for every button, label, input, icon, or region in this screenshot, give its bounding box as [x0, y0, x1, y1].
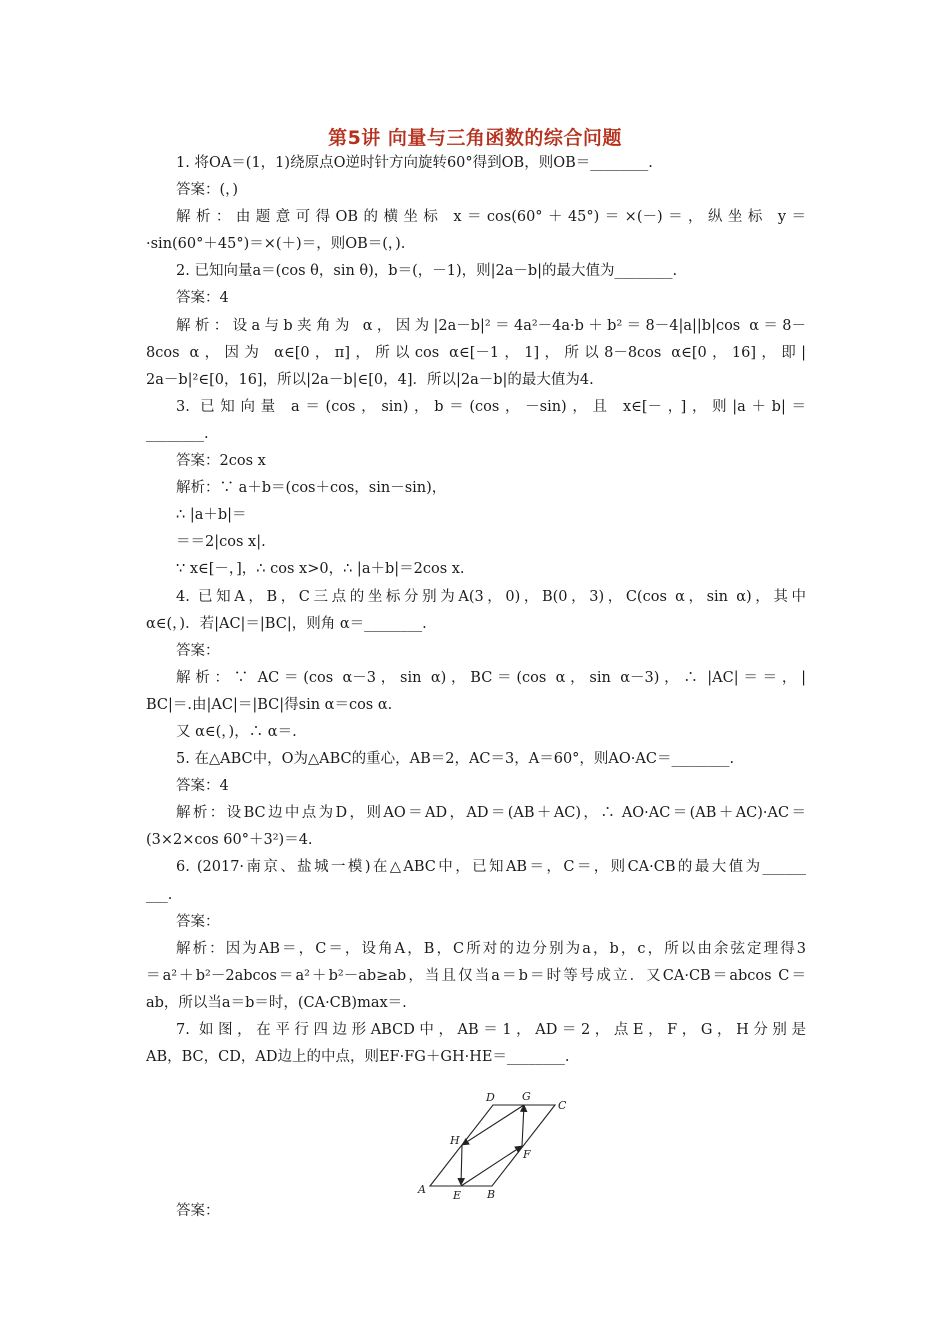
problem-3-solution-cont: ∵ x∈[－，]，∴ cos x>0，∴ |a＋b|＝2cos x. — [176, 561, 465, 578]
parallelogram-figure — [410, 1088, 575, 1206]
problem-1-statement: 1. 将OA＝(1，1)绕原点O逆时针方向旋转60°得到OB，则OB＝________. — [176, 155, 653, 171]
problem-3-statement-cont: ________. — [146, 425, 209, 442]
label-g: G — [522, 1090, 531, 1103]
problem-6-solution-cont: ＝a²＋b²－2abcos＝a²＋b²－ab≥ab，当且仅当a＝b＝时等号成立．又CA·CB＝abcos C＝ — [146, 967, 806, 984]
problem-3-statement: 3. 已知向量 a＝(cos，sin)，b＝(cos，－sin)，且 x∈[－，]，则|a＋b|＝ — [176, 398, 806, 415]
problem-7-statement-cont: AB，BC，CD，AD边上的中点，则EF·FG＋GH·HE＝________. — [146, 1049, 570, 1066]
vector-ef — [461, 1146, 522, 1186]
final-answer-block — [146, 1198, 806, 1225]
problem-4-answer: 答案： — [176, 642, 220, 659]
problem-2-solution-cont: 2a－b|²∈[0，16]，所以|2a－b|∈[0，4]．所以|2a－b|的最大值为4. — [146, 371, 594, 388]
problem-3-solution-cont: ∴ |a＋b|＝ — [176, 507, 247, 524]
problem-3-solution-cont: ＝＝2|cos x|. — [176, 534, 266, 551]
problem-1-solution-cont: ·sin(60°＋45°)＝×(＋)＝，则OB＝(，). — [146, 236, 406, 253]
label-f: F — [523, 1148, 531, 1161]
label-b: B — [487, 1188, 496, 1201]
problem-7-answer: 答案： — [176, 1203, 220, 1219]
problem-6-answer: 答案： — [176, 913, 220, 930]
problem-2-statement: 2. 已知向量a＝(cos θ，sin θ)，b＝(，－1)，则|2a－b|的最大值为________. — [176, 263, 678, 280]
label-d: D — [486, 1091, 495, 1104]
problem-3-solution: 解析：∵ a＋b＝(cos＋cos，sin－sin)， — [176, 480, 447, 497]
vector-fg — [522, 1105, 524, 1146]
problem-5-solution-cont: (3×2×cos 60°＋3²)＝4. — [146, 832, 313, 849]
label-c: C — [558, 1099, 567, 1112]
problem-2-solution-cont: 8cos α，因为 α∈[0，π]，所以cos α∈[－1，1]，所以8－8cos α∈[0，16]，即| — [146, 344, 806, 361]
problem-2-solution: 解析：设a与b夹角为 α，因为|2a－b|²＝4a²－4a·b＋b²＝8－4|a||b|cos α＝8－ — [176, 317, 806, 334]
label-e: E — [453, 1189, 462, 1202]
problem-6-statement-cont: ___. — [146, 886, 173, 903]
problem-5-statement: 5. 在△ABC中，O为△ABC的重心，AB＝2，AC＝3，A＝60°，则AO·AC＝________. — [176, 751, 735, 768]
problem-3-answer: 答案：2cos x — [176, 453, 266, 470]
problem-2-answer: 答案：4 — [176, 290, 229, 307]
parallelogram-diagram — [410, 1088, 575, 1206]
problem-4-solution-cont: BC|＝.由|AC|＝|BC|得sin α＝cos α. — [146, 696, 393, 713]
label-a: A — [418, 1183, 426, 1196]
problem-5-solution: 解析：设BC边中点为D，则AO＝AD，AD＝(AB＋AC)，∴ AO·AC＝(AB＋AC)·AC＝ — [176, 805, 806, 822]
problem-7-statement: 7. 如图，在平行四边形ABCD中，AB＝1，AD＝2，点E，F，G，H分别是 — [176, 1022, 806, 1038]
problem-6-solution: 解析：因为AB＝，C＝，设角A，B，C所对的边分别为a，b，c，所以由余弦定理得3 — [176, 940, 806, 957]
problem-1-solution: 解析：由题意可得OB的横坐标 x＝cos(60°＋45°)＝×(－)＝，纵坐标 y＝ — [176, 209, 806, 226]
problem-4-statement: 4. 已知A，B，C三点的坐标分别为A(3，0)，B(0，3)，C(cos α，sin α)，其中 — [176, 588, 806, 605]
vector-he — [461, 1145, 462, 1185]
problem-1-answer: 答案：(，) — [176, 182, 239, 199]
problem-6-solution-cont: ab，所以当a＝b＝时，(CA·CB)max＝. — [146, 994, 407, 1011]
parallelogram-abcd — [430, 1105, 555, 1186]
document-body — [146, 150, 806, 1071]
problem-4-solution-cont: 又 α∈(，)，∴ α＝. — [176, 723, 297, 740]
vector-gh — [462, 1105, 524, 1145]
label-h: H — [450, 1134, 460, 1147]
problem-4-solution: 解析：∵ AC＝(cos α－3，sin α)，BC＝(cos α，sin α－3)，∴ |AC|＝＝，| — [176, 669, 806, 686]
problem-4-statement-cont: α∈(，)．若|AC|＝|BC|，则角 α＝________. — [146, 615, 427, 632]
problem-6-statement: 6. (2017·南京、盐城一模)在△ABC中，已知AB＝，C＝，则CA·CB的最大值为______ — [176, 859, 806, 876]
problem-5-answer: 答案：4 — [176, 778, 229, 795]
page-title: 第5讲 向量与三角函数的综合问题 — [328, 127, 622, 149]
